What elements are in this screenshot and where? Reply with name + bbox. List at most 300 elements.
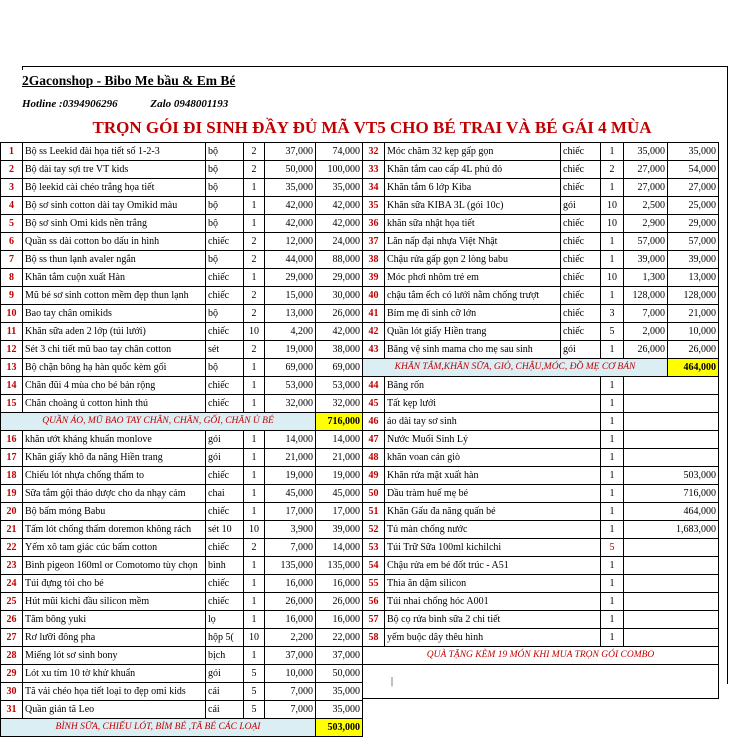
gift-row bbox=[363, 413, 719, 431]
gift-qty[interactable]: 1 bbox=[601, 521, 624, 539]
item-price[interactable]: 19,000 bbox=[265, 341, 316, 359]
item-total[interactable]: 25,000 bbox=[668, 197, 719, 215]
item-price[interactable]: 15,000 bbox=[265, 287, 316, 305]
gift-qty[interactable]: 1 bbox=[601, 629, 624, 647]
item-name[interactable]: Bộ sơ sinh cotton dài tay Omikid màu bbox=[23, 197, 206, 215]
item-price[interactable]: 26,000 bbox=[265, 593, 316, 611]
item-name[interactable]: Quần ss dài cotton bo dấu in hình bbox=[23, 233, 206, 251]
table-row bbox=[1, 467, 363, 485]
gift-name[interactable]: áo dài tay sơ sinh bbox=[385, 413, 601, 431]
item-price[interactable]: 12,000 bbox=[265, 233, 316, 251]
item-price[interactable]: 14,000 bbox=[265, 431, 316, 449]
item-qty[interactable]: 1 bbox=[244, 557, 265, 575]
item-qty[interactable]: 1 bbox=[244, 395, 265, 413]
item-total[interactable]: 100,000 bbox=[316, 161, 363, 179]
item-name[interactable]: Quần gián tã Leo bbox=[23, 701, 206, 719]
item-name[interactable]: Băng vệ sinh mama cho mẹ sau sinh bbox=[385, 341, 561, 359]
item-name[interactable]: khăn sữa nhật họa tiết bbox=[385, 215, 561, 233]
gift-extra[interactable] bbox=[624, 575, 719, 593]
item-price[interactable]: 7,000 bbox=[265, 701, 316, 719]
item-name[interactable]: Mũ bé sơ sinh cotton mềm đẹp thun lạnh bbox=[23, 287, 206, 305]
item-price[interactable]: 2,000 bbox=[624, 323, 668, 341]
item-total[interactable]: 17,000 bbox=[316, 503, 363, 521]
item-name[interactable]: Bộ ss thun lạnh avaler ngắn bbox=[23, 251, 206, 269]
gift-extra[interactable] bbox=[624, 395, 719, 413]
item-number: 39 bbox=[363, 269, 385, 287]
item-qty[interactable]: 3 bbox=[601, 305, 624, 323]
item-name[interactable]: Miếng lót sơ sinh bony bbox=[23, 647, 206, 665]
gift-extra[interactable]: 716,000 bbox=[624, 485, 719, 503]
gift-name[interactable]: Bộ cọ rửa bình sữa 2 chi tiết bbox=[385, 611, 601, 629]
item-total[interactable]: 69,000 bbox=[316, 359, 363, 377]
item-number: 57 bbox=[363, 611, 385, 629]
item-number: 55 bbox=[363, 575, 385, 593]
item-price[interactable]: 2,200 bbox=[265, 629, 316, 647]
item-price[interactable]: 42,000 bbox=[265, 215, 316, 233]
item-name[interactable]: Chăn choàng ủ cotton hình thú bbox=[23, 395, 206, 413]
gift-qty[interactable]: 1 bbox=[601, 575, 624, 593]
gift-name[interactable]: Khăn rửa mặt xuất hàn bbox=[385, 467, 601, 485]
gift-row bbox=[363, 467, 719, 485]
item-qty[interactable]: 2 bbox=[244, 341, 265, 359]
item-unit[interactable]: chiếc bbox=[561, 179, 601, 197]
item-total[interactable]: 10,000 bbox=[668, 323, 719, 341]
item-qty[interactable]: 1 bbox=[601, 179, 624, 197]
contact-line bbox=[22, 98, 722, 110]
table-row bbox=[1, 161, 363, 179]
table-row bbox=[1, 521, 363, 539]
item-qty[interactable]: 1 bbox=[244, 611, 265, 629]
item-name[interactable]: Bình pigeon 160ml or Comotomo tùy chọn bbox=[23, 557, 206, 575]
item-name[interactable]: Bộ chặn bông hạ hàn quốc kèm gối bbox=[23, 359, 206, 377]
item-qty[interactable]: 1 bbox=[601, 233, 624, 251]
item-price[interactable]: 7,000 bbox=[624, 305, 668, 323]
cursor-cell[interactable]: | bbox=[363, 665, 719, 699]
item-unit[interactable]: cái bbox=[206, 683, 244, 701]
item-qty[interactable]: 1 bbox=[244, 269, 265, 287]
gift-row bbox=[363, 611, 719, 629]
gift-name[interactable]: Thìa ăn dặm silicon bbox=[385, 575, 601, 593]
item-price[interactable]: 16,000 bbox=[265, 575, 316, 593]
item-name[interactable]: Móc chăm 32 kẹp gấp gọn bbox=[385, 143, 561, 161]
item-total[interactable]: 37,000 bbox=[316, 647, 363, 665]
gift-name[interactable]: Băng rốn bbox=[385, 377, 601, 395]
item-qty[interactable]: 1 bbox=[601, 251, 624, 269]
item-unit[interactable]: hộp 5( bbox=[206, 629, 244, 647]
item-unit[interactable]: chiếc bbox=[561, 161, 601, 179]
item-unit[interactable]: lọ bbox=[206, 611, 244, 629]
gift-name[interactable]: Khăn Gấu đa năng quấn bé bbox=[385, 503, 601, 521]
item-qty[interactable]: 10 bbox=[601, 269, 624, 287]
item-name[interactable]: Tấm lót chống thấm doremon không rách bbox=[23, 521, 206, 539]
item-price[interactable]: 45,000 bbox=[265, 485, 316, 503]
gift-qty[interactable]: 1 bbox=[601, 557, 624, 575]
item-qty[interactable]: 2 bbox=[244, 251, 265, 269]
item-unit[interactable]: chiếc bbox=[206, 503, 244, 521]
item-price[interactable]: 10,000 bbox=[265, 665, 316, 683]
item-name[interactable]: Bao tay chân omikids bbox=[23, 305, 206, 323]
item-qty[interactable]: 1 bbox=[244, 485, 265, 503]
item-name[interactable]: Quần lót giấy Hiền trang bbox=[385, 323, 561, 341]
item-unit[interactable]: chiếc bbox=[206, 269, 244, 287]
table-row bbox=[1, 575, 363, 593]
item-name[interactable]: Bộ sơ sinh Omi kids nền trắng bbox=[23, 215, 206, 233]
item-total[interactable]: 26,000 bbox=[316, 305, 363, 323]
item-total[interactable]: 39,000 bbox=[668, 251, 719, 269]
item-price[interactable]: 2,500 bbox=[624, 197, 668, 215]
item-unit[interactable]: chiếc bbox=[206, 575, 244, 593]
gift-qty[interactable]: 1 bbox=[601, 377, 624, 395]
item-number: 16 bbox=[1, 431, 23, 449]
gift-qty[interactable]: 1 bbox=[601, 467, 624, 485]
item-total[interactable]: 42,000 bbox=[316, 197, 363, 215]
gift-extra[interactable] bbox=[624, 611, 719, 629]
item-unit[interactable]: chiếc bbox=[206, 323, 244, 341]
item-total[interactable]: 35,000 bbox=[668, 143, 719, 161]
item-total[interactable]: 35,000 bbox=[316, 179, 363, 197]
item-price[interactable]: 27,000 bbox=[624, 161, 668, 179]
item-name[interactable]: Khăn tắm 6 lớp Kiba bbox=[385, 179, 561, 197]
item-total[interactable]: 19,000 bbox=[316, 467, 363, 485]
item-price[interactable]: 53,000 bbox=[265, 377, 316, 395]
item-price[interactable]: 128,000 bbox=[624, 287, 668, 305]
gift-name[interactable]: Tủ màn chống nước bbox=[385, 521, 601, 539]
item-total[interactable]: 27,000 bbox=[668, 179, 719, 197]
item-price[interactable]: 32,000 bbox=[265, 395, 316, 413]
item-unit[interactable]: sét bbox=[206, 341, 244, 359]
item-unit[interactable]: bộ bbox=[206, 305, 244, 323]
item-qty[interactable]: 2 bbox=[244, 539, 265, 557]
gift-name[interactable]: Tất kẹp lưới bbox=[385, 395, 601, 413]
item-qty[interactable]: 10 bbox=[244, 521, 265, 539]
table-row bbox=[1, 665, 363, 683]
item-qty[interactable]: 10 bbox=[601, 215, 624, 233]
gift-extra[interactable] bbox=[624, 557, 719, 575]
item-number: 28 bbox=[1, 647, 23, 665]
item-qty[interactable]: 1 bbox=[244, 215, 265, 233]
item-name[interactable]: Móc phơi nhôm trẻ em bbox=[385, 269, 561, 287]
item-price[interactable]: 27,000 bbox=[624, 179, 668, 197]
gift-row bbox=[363, 395, 719, 413]
left-product-table bbox=[0, 142, 363, 737]
item-total[interactable]: 135,000 bbox=[316, 557, 363, 575]
item-number: 7 bbox=[1, 251, 23, 269]
gift-extra[interactable] bbox=[624, 539, 719, 557]
item-unit[interactable]: chai bbox=[206, 485, 244, 503]
item-unit[interactable]: sét 10 bbox=[206, 521, 244, 539]
item-name[interactable]: Sét 3 chi tiết mũ bao tay chân cotton bbox=[23, 341, 206, 359]
item-total[interactable]: 16,000 bbox=[316, 575, 363, 593]
item-total[interactable]: 29,000 bbox=[668, 215, 719, 233]
item-total[interactable]: 13,000 bbox=[668, 269, 719, 287]
gift-name[interactable]: Túi nhai chống hóc A001 bbox=[385, 593, 601, 611]
item-unit[interactable]: gói bbox=[206, 449, 244, 467]
gift-name[interactable]: yếm buộc dây thêu hình bbox=[385, 629, 601, 647]
item-unit[interactable]: chiếc bbox=[561, 215, 601, 233]
item-qty[interactable]: 10 bbox=[244, 629, 265, 647]
item-qty[interactable]: 1 bbox=[244, 503, 265, 521]
gift-name[interactable]: khăn voan cán giò bbox=[385, 449, 601, 467]
gift-extra[interactable]: 1,683,000 bbox=[624, 521, 719, 539]
item-name[interactable]: Bỉm mẹ đi sinh cỡ lớn bbox=[385, 305, 561, 323]
item-name[interactable]: Khăn tắm cuộn xuất Hàn bbox=[23, 269, 206, 287]
item-name[interactable]: Lót xu tím 10 tờ khử khuẩn bbox=[23, 665, 206, 683]
gift-extra[interactable]: 464,000 bbox=[624, 503, 719, 521]
item-name[interactable]: Bộ leekid cài chéo trắng họa tiết bbox=[23, 179, 206, 197]
gift-qty[interactable]: 1 bbox=[601, 395, 624, 413]
item-price[interactable]: 35,000 bbox=[624, 143, 668, 161]
item-number: 38 bbox=[363, 251, 385, 269]
item-unit[interactable]: gói bbox=[206, 431, 244, 449]
item-price[interactable]: 4,200 bbox=[265, 323, 316, 341]
item-name[interactable]: Tăm bông yuki bbox=[23, 611, 206, 629]
item-number: 31 bbox=[1, 701, 23, 719]
item-total[interactable]: 21,000 bbox=[316, 449, 363, 467]
item-qty[interactable]: 2 bbox=[244, 143, 265, 161]
item-number: 36 bbox=[363, 215, 385, 233]
item-total[interactable]: 26,000 bbox=[668, 341, 719, 359]
item-name[interactable]: Bộ dài tay sợi tre VT kids bbox=[23, 161, 206, 179]
item-unit[interactable]: chiếc bbox=[561, 233, 601, 251]
gift-name[interactable]: Dầu tràm huế mẹ bé bbox=[385, 485, 601, 503]
item-price[interactable]: 29,000 bbox=[265, 269, 316, 287]
subtotal-row bbox=[1, 719, 363, 737]
gift-qty[interactable]: 1 bbox=[601, 449, 624, 467]
item-total[interactable]: 42,000 bbox=[316, 323, 363, 341]
item-qty[interactable]: 10 bbox=[601, 197, 624, 215]
gift-name[interactable]: Chậu rửa em bé đốt trúc - A51 bbox=[385, 557, 601, 575]
gift-qty[interactable]: 5 bbox=[601, 539, 624, 557]
item-price[interactable]: 44,000 bbox=[265, 251, 316, 269]
gift-qty[interactable]: 1 bbox=[601, 611, 624, 629]
item-total[interactable]: 30,000 bbox=[316, 287, 363, 305]
item-name[interactable]: Khăn tắm cao cấp 4L phủ đỏ bbox=[385, 161, 561, 179]
item-unit[interactable]: chiếc bbox=[206, 467, 244, 485]
item-price[interactable]: 42,000 bbox=[265, 197, 316, 215]
item-number: 25 bbox=[1, 593, 23, 611]
item-total[interactable]: 32,000 bbox=[316, 395, 363, 413]
item-unit[interactable]: cái bbox=[206, 701, 244, 719]
item-price[interactable]: 37,000 bbox=[265, 143, 316, 161]
item-name[interactable]: Chậu rửa gấp gọn 2 lòng babu bbox=[385, 251, 561, 269]
item-name[interactable]: Khăn sữa KIBA 3L (gói 10c) bbox=[385, 197, 561, 215]
item-qty[interactable]: 2 bbox=[244, 305, 265, 323]
item-unit[interactable]: chiếc bbox=[206, 377, 244, 395]
table-row bbox=[1, 611, 363, 629]
item-price[interactable]: 26,000 bbox=[624, 341, 668, 359]
item-unit[interactable]: gói bbox=[561, 341, 601, 359]
gift-qty[interactable]: 1 bbox=[601, 593, 624, 611]
item-name[interactable]: Bộ bấm móng Babu bbox=[23, 503, 206, 521]
item-price[interactable]: 135,000 bbox=[265, 557, 316, 575]
item-unit[interactable]: chiếc bbox=[206, 593, 244, 611]
item-total[interactable]: 54,000 bbox=[668, 161, 719, 179]
item-name[interactable]: Tã vải chéo họa tiết loại to đẹp omi kids bbox=[23, 683, 206, 701]
item-total[interactable]: 21,000 bbox=[668, 305, 719, 323]
item-price[interactable]: 50,000 bbox=[265, 161, 316, 179]
item-total[interactable]: 35,000 bbox=[316, 701, 363, 719]
item-name[interactable]: Sữa tắm gội thảo dược cho da nhạy cảm bbox=[23, 485, 206, 503]
item-unit[interactable]: chiếc bbox=[561, 287, 601, 305]
item-unit[interactable]: bộ bbox=[206, 215, 244, 233]
gift-qty[interactable]: 1 bbox=[601, 503, 624, 521]
item-qty[interactable]: 1 bbox=[244, 449, 265, 467]
item-unit[interactable]: bình bbox=[206, 557, 244, 575]
item-qty[interactable]: 2 bbox=[244, 233, 265, 251]
item-name[interactable]: Khăn giấy khô đa năng Hiền trang bbox=[23, 449, 206, 467]
item-total[interactable]: 50,000 bbox=[316, 665, 363, 683]
item-name[interactable]: Túi đựng tỏi cho bé bbox=[23, 575, 206, 593]
item-total[interactable]: 22,000 bbox=[316, 629, 363, 647]
item-total[interactable]: 42,000 bbox=[316, 215, 363, 233]
item-qty[interactable]: 1 bbox=[244, 197, 265, 215]
item-qty[interactable]: 1 bbox=[601, 287, 624, 305]
item-price[interactable]: 7,000 bbox=[265, 539, 316, 557]
item-total[interactable]: 128,000 bbox=[668, 287, 719, 305]
item-number: 14 bbox=[1, 377, 23, 395]
table-row bbox=[1, 215, 363, 233]
item-qty[interactable]: 1 bbox=[244, 179, 265, 197]
item-price[interactable]: 35,000 bbox=[265, 179, 316, 197]
item-price[interactable]: 3,900 bbox=[265, 521, 316, 539]
item-total[interactable]: 14,000 bbox=[316, 539, 363, 557]
item-number: 48 bbox=[363, 449, 385, 467]
item-unit[interactable]: chiếc bbox=[561, 305, 601, 323]
item-price[interactable]: 57,000 bbox=[624, 233, 668, 251]
item-price[interactable]: 39,000 bbox=[624, 251, 668, 269]
item-price[interactable]: 37,000 bbox=[265, 647, 316, 665]
item-total[interactable]: 14,000 bbox=[316, 431, 363, 449]
item-qty[interactable]: 5 bbox=[244, 683, 265, 701]
item-unit[interactable]: bộ bbox=[206, 161, 244, 179]
item-qty[interactable]: 1 bbox=[244, 647, 265, 665]
gift-qty[interactable]: 1 bbox=[601, 485, 624, 503]
gift-row bbox=[363, 539, 719, 557]
item-total[interactable]: 24,000 bbox=[316, 233, 363, 251]
gift-name[interactable]: Nước Muối Sinh Lý bbox=[385, 431, 601, 449]
item-price[interactable]: 21,000 bbox=[265, 449, 316, 467]
item-qty[interactable]: 1 bbox=[244, 359, 265, 377]
item-unit[interactable]: bộ bbox=[206, 251, 244, 269]
table-row bbox=[1, 593, 363, 611]
table-row bbox=[363, 323, 719, 341]
item-number: 51 bbox=[363, 503, 385, 521]
item-unit[interactable]: bộ bbox=[206, 143, 244, 161]
item-unit[interactable]: bộ bbox=[206, 359, 244, 377]
item-price[interactable]: 2,900 bbox=[624, 215, 668, 233]
item-price[interactable]: 19,000 bbox=[265, 467, 316, 485]
item-unit[interactable]: chiếc bbox=[206, 233, 244, 251]
item-qty[interactable]: 5 bbox=[244, 701, 265, 719]
item-unit[interactable]: chiếc bbox=[561, 269, 601, 287]
gift-extra[interactable] bbox=[624, 593, 719, 611]
item-total[interactable]: 88,000 bbox=[316, 251, 363, 269]
item-unit[interactable]: chiếc bbox=[561, 323, 601, 341]
item-qty[interactable]: 5 bbox=[244, 665, 265, 683]
item-unit[interactable]: chiếc bbox=[206, 287, 244, 305]
item-total[interactable]: 53,000 bbox=[316, 377, 363, 395]
item-total[interactable]: 45,000 bbox=[316, 485, 363, 503]
gift-extra[interactable] bbox=[624, 413, 719, 431]
gift-name[interactable]: Túi Trữ Sữa 100ml kichilchi bbox=[385, 539, 601, 557]
item-qty[interactable]: 1 bbox=[601, 143, 624, 161]
item-qty[interactable]: 5 bbox=[601, 323, 624, 341]
item-number: 19 bbox=[1, 485, 23, 503]
item-unit[interactable]: chiếc bbox=[561, 251, 601, 269]
item-qty[interactable]: 1 bbox=[244, 575, 265, 593]
item-qty[interactable]: 2 bbox=[244, 161, 265, 179]
item-price[interactable]: 16,000 bbox=[265, 611, 316, 629]
table-row bbox=[1, 323, 363, 341]
item-total[interactable]: 39,000 bbox=[316, 521, 363, 539]
table-row bbox=[363, 197, 719, 215]
item-unit[interactable]: bịch bbox=[206, 647, 244, 665]
item-unit[interactable]: gói bbox=[206, 665, 244, 683]
item-qty[interactable]: 1 bbox=[244, 377, 265, 395]
sheet-left-border bbox=[22, 66, 23, 70]
item-name[interactable]: Lăn nấp đại nhựa Việt Nhật bbox=[385, 233, 561, 251]
item-qty[interactable]: 10 bbox=[244, 323, 265, 341]
item-name[interactable]: Khăn sữa aden 2 lớp (túi lưới) bbox=[23, 323, 206, 341]
hotline-text: Hotline :0394906296 bbox=[22, 98, 118, 110]
item-number: 2 bbox=[1, 161, 23, 179]
item-total[interactable]: 57,000 bbox=[668, 233, 719, 251]
item-total[interactable]: 29,000 bbox=[316, 269, 363, 287]
item-unit[interactable]: chiếc bbox=[561, 143, 601, 161]
item-qty[interactable]: 1 bbox=[244, 467, 265, 485]
item-unit[interactable]: chiếc bbox=[206, 539, 244, 557]
item-unit[interactable]: bộ bbox=[206, 179, 244, 197]
item-unit[interactable]: bộ bbox=[206, 197, 244, 215]
item-unit[interactable]: gói bbox=[561, 197, 601, 215]
item-total[interactable]: 26,000 bbox=[316, 593, 363, 611]
gift-extra[interactable] bbox=[624, 431, 719, 449]
gift-extra[interactable] bbox=[624, 377, 719, 395]
item-name[interactable]: Yếm xô tam giác cúc bấm cotton bbox=[23, 539, 206, 557]
gift-extra[interactable] bbox=[624, 449, 719, 467]
item-total[interactable]: 16,000 bbox=[316, 611, 363, 629]
item-name[interactable]: khăn ướt kháng khuẩn monlove bbox=[23, 431, 206, 449]
item-name[interactable]: Hút mũi kichi đầu silicon mềm bbox=[23, 593, 206, 611]
gift-qty[interactable]: 1 bbox=[601, 431, 624, 449]
item-number: 10 bbox=[1, 305, 23, 323]
item-name[interactable]: Chiếu lót nhựa chống thấm to bbox=[23, 467, 206, 485]
item-name[interactable]: Rơ lưỡi đông pha bbox=[23, 629, 206, 647]
item-total[interactable]: 38,000 bbox=[316, 341, 363, 359]
gift-extra[interactable] bbox=[624, 629, 719, 647]
item-qty[interactable]: 2 bbox=[601, 161, 624, 179]
item-qty[interactable]: 1 bbox=[601, 341, 624, 359]
item-name[interactable]: Bộ ss Leekid đài họa tiết số 1-2-3 bbox=[23, 143, 206, 161]
item-price[interactable]: 17,000 bbox=[265, 503, 316, 521]
item-qty[interactable]: 1 bbox=[244, 593, 265, 611]
item-name[interactable]: chậu tắm ếch có lưới nằm chống trượt bbox=[385, 287, 561, 305]
gift-title: QUÀ TẶNG KÈM 19 MÓN KHI MUA TRỌN GÓI COMBO bbox=[363, 647, 719, 665]
item-qty[interactable]: 1 bbox=[244, 431, 265, 449]
item-total[interactable]: 35,000 bbox=[316, 683, 363, 701]
item-name[interactable]: Chăn đũi 4 mùa cho bé bản rộng bbox=[23, 377, 206, 395]
gift-extra[interactable]: 503,000 bbox=[624, 467, 719, 485]
item-price[interactable]: 1,300 bbox=[624, 269, 668, 287]
item-price[interactable]: 7,000 bbox=[265, 683, 316, 701]
gift-qty[interactable]: 1 bbox=[601, 413, 624, 431]
item-price[interactable]: 13,000 bbox=[265, 305, 316, 323]
item-qty[interactable]: 2 bbox=[244, 287, 265, 305]
item-number: 5 bbox=[1, 215, 23, 233]
item-total[interactable]: 74,000 bbox=[316, 143, 363, 161]
item-unit[interactable]: chiếc bbox=[206, 395, 244, 413]
item-price[interactable]: 69,000 bbox=[265, 359, 316, 377]
